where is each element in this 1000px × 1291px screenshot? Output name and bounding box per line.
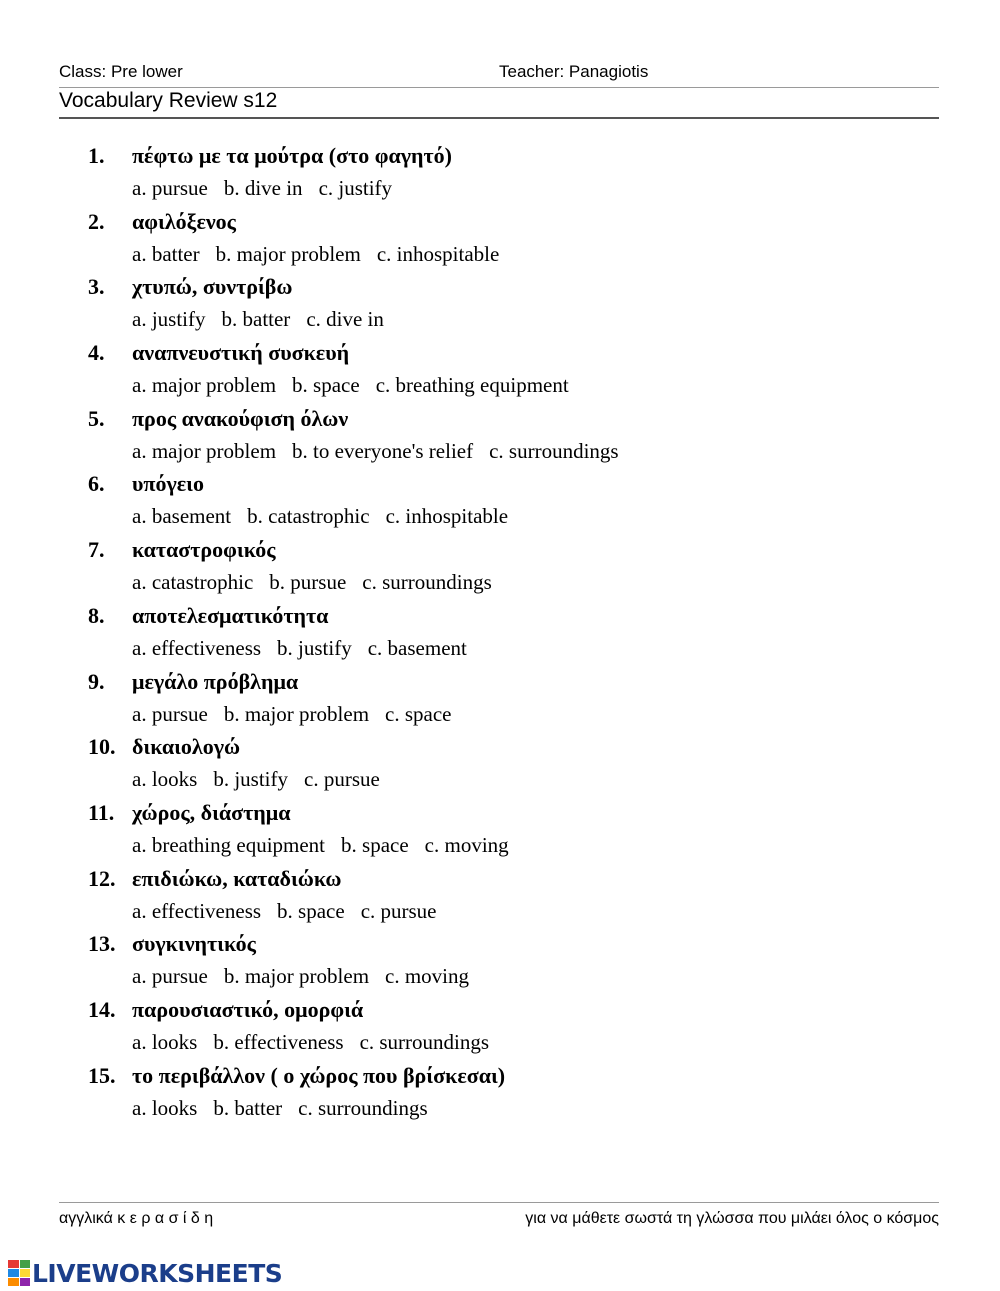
answer-option[interactable]: a. breathing equipment <box>132 832 326 857</box>
logo-tile <box>20 1278 31 1286</box>
answer-option[interactable]: b. batter <box>221 307 291 332</box>
answer-option[interactable]: b. major problem <box>215 241 361 266</box>
answer-options <box>132 373 585 398</box>
question-prompt: πέφτω με τα μούτρα (στο φαγητό) <box>132 143 452 168</box>
answer-option[interactable]: c. surroundings <box>489 438 619 463</box>
answer-option[interactable]: c. justify <box>318 176 393 200</box>
logo-text: LIVEWORKSHEETS <box>32 1258 283 1288</box>
liveworksheets-logo-icon <box>8 1260 30 1286</box>
question-prompt: συγκινητικός <box>132 931 256 957</box>
question-number: 13. <box>88 931 116 957</box>
header-divider <box>59 87 939 88</box>
answer-option[interactable]: b. justify <box>213 767 288 792</box>
question-item <box>88 866 948 932</box>
question-item <box>88 603 948 669</box>
answer-option[interactable]: a. major problem <box>132 373 277 398</box>
question-item <box>88 537 948 603</box>
answer-options <box>132 1030 505 1055</box>
teacher-label: Teacher: Panagiotis <box>499 62 649 81</box>
answer-options <box>132 899 453 924</box>
answer-options <box>132 702 468 727</box>
answer-option[interactable]: c. moving <box>424 832 509 857</box>
question-item <box>88 669 948 735</box>
question-item <box>88 143 948 209</box>
answer-option[interactable]: b. space <box>277 898 345 923</box>
footer-right-text: για να μάθετε σωστά τη γλώσσα που μιλάει όλος ο κόσμος <box>525 1210 939 1227</box>
answer-option[interactable]: a. basement <box>132 504 232 529</box>
answer-option[interactable]: b. catastrophic <box>247 504 370 529</box>
answer-option[interactable]: a. major problem <box>132 438 277 463</box>
header-row <box>59 62 939 84</box>
answer-option[interactable]: b. space <box>341 832 409 857</box>
question-prompt: υπόγειο <box>132 471 204 497</box>
answer-option[interactable]: a. batter <box>132 241 200 266</box>
question-item <box>88 800 948 866</box>
logo-tile <box>8 1269 19 1277</box>
question-list <box>88 143 948 1128</box>
answer-option[interactable]: c. surroundings <box>298 1095 428 1120</box>
question-number: 11. <box>88 799 115 825</box>
footer-left-text: αγγλικά κ ε ρ α σ ί δ η <box>59 1210 214 1227</box>
answer-option[interactable]: b. to everyone's relief <box>292 438 474 463</box>
answer-options <box>132 570 508 595</box>
answer-option[interactable]: c. surroundings <box>362 570 492 595</box>
footer-divider <box>59 1202 939 1203</box>
question-number: 5. <box>88 405 105 431</box>
answer-option[interactable]: c. basement <box>367 635 467 660</box>
answer-option[interactable]: c. inhospitable <box>376 241 500 266</box>
question-number: 15. <box>88 1062 116 1088</box>
question-item <box>88 209 948 275</box>
answer-options <box>132 242 515 267</box>
answer-option[interactable]: c. space <box>385 701 452 726</box>
question-prompt: αποτελεσματικότητα <box>132 602 329 628</box>
question-number: 6. <box>88 471 105 497</box>
question-number: 9. <box>88 668 105 694</box>
answer-option[interactable]: a. effectiveness <box>132 635 262 660</box>
answer-option[interactable]: a. looks <box>132 1095 198 1120</box>
question-prompt: αφιλόξενος <box>132 208 236 234</box>
question-prompt: δικαιολογώ <box>132 734 241 760</box>
question-item <box>88 471 948 537</box>
question-prompt: μεγάλο πρόβλημα <box>132 668 299 694</box>
answer-option[interactable]: a. pursue <box>132 176 208 200</box>
question-item <box>88 997 948 1063</box>
page-title: Vocabulary Review s12 <box>59 89 278 112</box>
answer-option[interactable]: a. looks <box>132 767 198 792</box>
answer-option[interactable]: c. dive in <box>306 307 384 332</box>
answer-option[interactable]: b. major problem <box>223 701 370 726</box>
question-number: 10. <box>88 734 116 760</box>
question-number: 8. <box>88 602 105 628</box>
question-number: 2. <box>88 208 105 234</box>
question-item <box>88 931 948 997</box>
answer-option[interactable]: b. space <box>292 373 360 398</box>
liveworksheets-logo[interactable] <box>8 1258 282 1288</box>
question-prompt: αναπνευστική συσκευή <box>132 340 350 366</box>
answer-option[interactable]: c. breathing equipment <box>375 373 569 398</box>
answer-option[interactable]: b. dive in <box>223 176 303 200</box>
title-divider <box>59 117 939 119</box>
answer-options <box>132 176 408 201</box>
question-prompt: προς ανακούφιση όλων <box>132 405 349 431</box>
question-item <box>88 1063 948 1129</box>
question-prompt: το περιβάλλον ( ο χώρος που βρίσκεσαι) <box>132 1062 506 1088</box>
question-number: 14. <box>88 996 116 1022</box>
logo-tile <box>20 1260 31 1268</box>
answer-option[interactable]: b. justify <box>277 635 352 660</box>
question-prompt: καταστροφικός <box>132 537 276 563</box>
question-prompt: χώρος, διάστημα <box>132 799 291 825</box>
answer-option[interactable]: c. inhospitable <box>385 504 509 529</box>
answer-options <box>132 833 525 858</box>
question-number: 4. <box>88 340 105 366</box>
logo-tile <box>20 1269 31 1277</box>
answer-option[interactable]: a. effectiveness <box>132 898 262 923</box>
question-number: 12. <box>88 865 116 891</box>
question-item <box>88 340 948 406</box>
question-prompt: χτυπώ, συντρίβω <box>132 274 293 300</box>
question-item <box>88 274 948 340</box>
question-number: 1. <box>88 143 105 168</box>
question-item <box>88 734 948 800</box>
answer-option[interactable]: b. batter <box>213 1095 283 1120</box>
answer-option[interactable]: a. looks <box>132 1029 198 1054</box>
answer-option[interactable]: c. surroundings <box>359 1029 490 1054</box>
answer-options <box>132 439 635 464</box>
answer-options <box>132 767 396 792</box>
logo-tile <box>8 1278 19 1286</box>
answer-option[interactable]: c. pursue <box>304 767 380 792</box>
answer-option[interactable]: a. catastrophic <box>132 570 254 595</box>
answer-option[interactable]: a. justify <box>132 307 206 332</box>
answer-option[interactable]: c. moving <box>385 964 470 989</box>
answer-options <box>132 1096 444 1121</box>
answer-option[interactable]: a. pursue <box>132 701 208 726</box>
answer-options <box>132 504 524 529</box>
answer-options <box>132 964 485 989</box>
question-item <box>88 406 948 472</box>
answer-option[interactable]: b. pursue <box>269 570 347 595</box>
answer-option[interactable]: a. pursue <box>132 964 208 989</box>
answer-options <box>132 307 400 332</box>
question-prompt: παρουσιαστικό, ομορφιά <box>132 996 364 1022</box>
answer-option[interactable]: b. major problem <box>223 964 370 989</box>
class-label: Class: Pre lower <box>59 62 183 81</box>
question-number: 7. <box>88 537 105 563</box>
answer-options <box>132 636 483 661</box>
question-number: 3. <box>88 274 105 300</box>
logo-tile <box>8 1260 19 1268</box>
answer-option[interactable]: b. effectiveness <box>213 1029 344 1054</box>
question-prompt: επιδιώκω, καταδιώκω <box>132 865 342 891</box>
answer-option[interactable]: c. pursue <box>360 898 437 923</box>
